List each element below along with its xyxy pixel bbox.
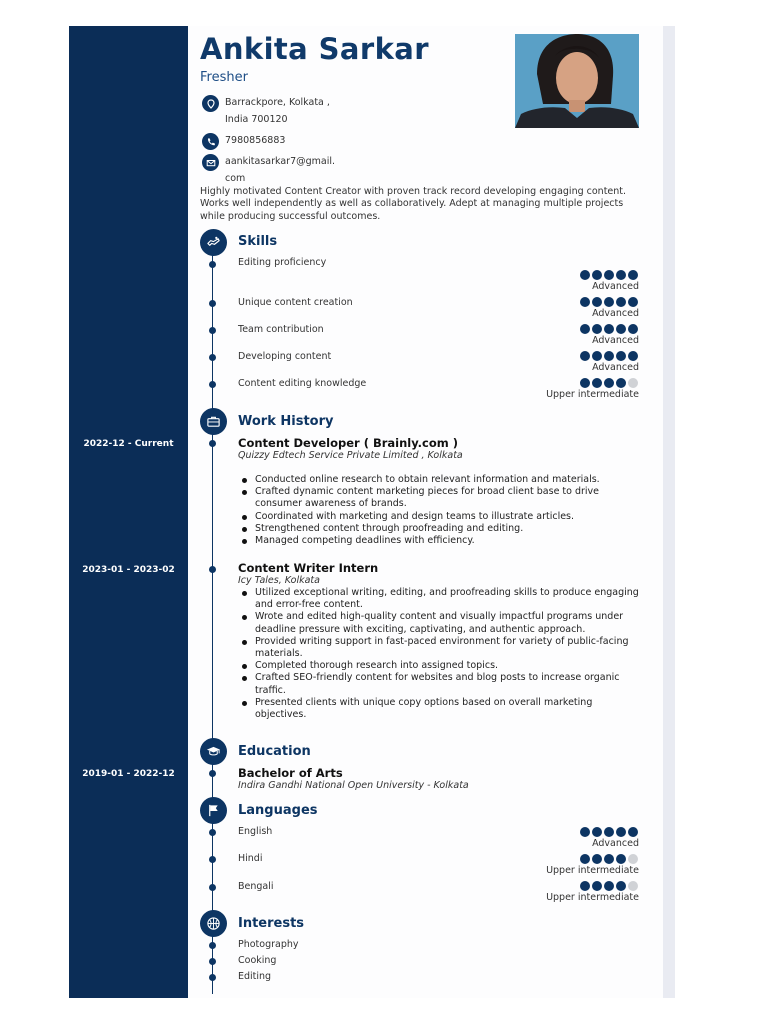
profile-photo [515, 34, 639, 128]
education-date: 2019-01 - 2022-12 [82, 769, 175, 779]
skill-level: Advanced [592, 335, 639, 346]
job-bullet: Crafted dynamic content marketing pieces for broad client base to drive consumer awareness of brands. [240, 486, 642, 510]
languages-heading: Languages [238, 803, 318, 818]
skill-label: Unique content creation [238, 297, 353, 308]
language-level: Upper intermediate [546, 865, 639, 876]
job-company: Icy Tales, Kolkata [238, 575, 320, 586]
job-bullets [240, 587, 642, 721]
profile-summary: Highly motivated Content Creator with proven track record developing engaging content. Works well independently as well as collaboratively. Adept at managing multiple projects while producing successful outcomes. [200, 186, 627, 222]
skill-level: Advanced [592, 308, 639, 319]
language-dot [209, 884, 216, 891]
skill-label: Editing proficiency [238, 257, 327, 268]
skill-rating [580, 270, 638, 280]
skill-label: Content editing knowledge [238, 378, 367, 389]
language-rating [580, 827, 638, 837]
language-dot [209, 829, 216, 836]
skill-rating [580, 351, 638, 361]
skill-level: Upper intermediate [546, 389, 639, 400]
job-bullet: Completed thorough research into assigned topics. [240, 660, 642, 672]
skill-level: Advanced [592, 362, 639, 373]
candidate-name: Ankita Sarkar [200, 32, 429, 66]
interest-label: Cooking [238, 955, 277, 966]
interest-label: Editing [238, 971, 272, 982]
skills-heading: Skills [238, 234, 278, 249]
interest-dot [209, 942, 216, 949]
briefcase-icon [200, 408, 227, 435]
skill-label: Team contribution [238, 324, 324, 335]
job-bullet: Managed competing deadlines with efficiency. [240, 535, 642, 547]
skill-label: Developing content [238, 351, 332, 362]
basketball-icon [200, 910, 227, 937]
job-bullet: Presented clients with unique copy options based on overall marketing objectives. [240, 697, 642, 721]
job-date: 2023-01 - 2023-02 [82, 565, 175, 575]
language-rating [580, 854, 638, 864]
interests-heading: Interests [238, 916, 305, 931]
email-line-1[interactable]: aankitasarkar7@gmail. [225, 156, 336, 167]
language-rating [580, 881, 638, 891]
skill-rating [580, 324, 638, 334]
job-title: Content Writer Intern [238, 561, 379, 575]
skills-hand-icon [200, 229, 227, 256]
job-bullet: Strengthened content through proofreading and editing. [240, 523, 642, 535]
degree: Bachelor of Arts [238, 766, 343, 780]
flag-icon [200, 797, 227, 824]
interest-dot [209, 974, 216, 981]
candidate-role: Fresher [200, 70, 248, 85]
skill-dot [209, 327, 216, 334]
email-icon [202, 154, 219, 171]
interest-label: Photography [238, 939, 299, 950]
job-bullet: Utilized exceptional writing, editing, and proofreading skills to produce engaging and error-free content. [240, 587, 642, 611]
phone-icon [202, 133, 219, 150]
job-bullet: Wrote and edited high-quality content and visually impactful programs under deadline pressure with exciting, captivating, and authentic approach. [240, 611, 642, 635]
language-level: Upper intermediate [546, 892, 639, 903]
work-history-heading: Work History [238, 414, 334, 429]
right-edge-strip [663, 26, 675, 998]
job-bullet: Provided writing support in fast-paced environment for variety of public-facing materials. [240, 636, 642, 660]
skill-dot [209, 354, 216, 361]
job-bullet: Crafted SEO-friendly content for websites and blog posts to increase organic traffic. [240, 672, 642, 696]
skill-dot [209, 381, 216, 388]
job-date: 2022-12 - Current [83, 439, 174, 449]
language-level: Advanced [592, 838, 639, 849]
job-bullets [240, 474, 642, 547]
job-title: Content Developer ( Brainly.com ) [238, 436, 458, 450]
skill-rating [580, 378, 638, 388]
job-dot [209, 566, 216, 573]
skill-rating [580, 297, 638, 307]
location-icon [202, 95, 219, 112]
school: Indira Gandhi National Open University - Kolkata [238, 780, 469, 791]
sidebar [69, 26, 188, 998]
job-bullet: Conducted online research to obtain relevant information and materials. [240, 474, 642, 486]
skill-dot [209, 300, 216, 307]
language-dot [209, 856, 216, 863]
skill-dot [209, 261, 216, 268]
job-company: Quizzy Edtech Service Private Limited , Kolkata [238, 450, 463, 461]
skill-level: Advanced [592, 281, 639, 292]
education-dot [209, 770, 216, 777]
language-label: English [238, 826, 273, 837]
job-dot [209, 440, 216, 447]
address-line-2: India 700120 [225, 114, 288, 125]
language-label: Bengali [238, 881, 274, 892]
phone-number[interactable]: 7980856883 [225, 135, 286, 146]
graduation-cap-icon [200, 738, 227, 765]
language-label: Hindi [238, 853, 263, 864]
email-line-2[interactable]: com [225, 173, 246, 184]
job-bullet: Coordinated with marketing and design teams to illustrate articles. [240, 511, 642, 523]
interest-dot [209, 958, 216, 965]
education-heading: Education [238, 744, 311, 759]
address-line-1: Barrackpore, Kolkata , [225, 97, 330, 108]
